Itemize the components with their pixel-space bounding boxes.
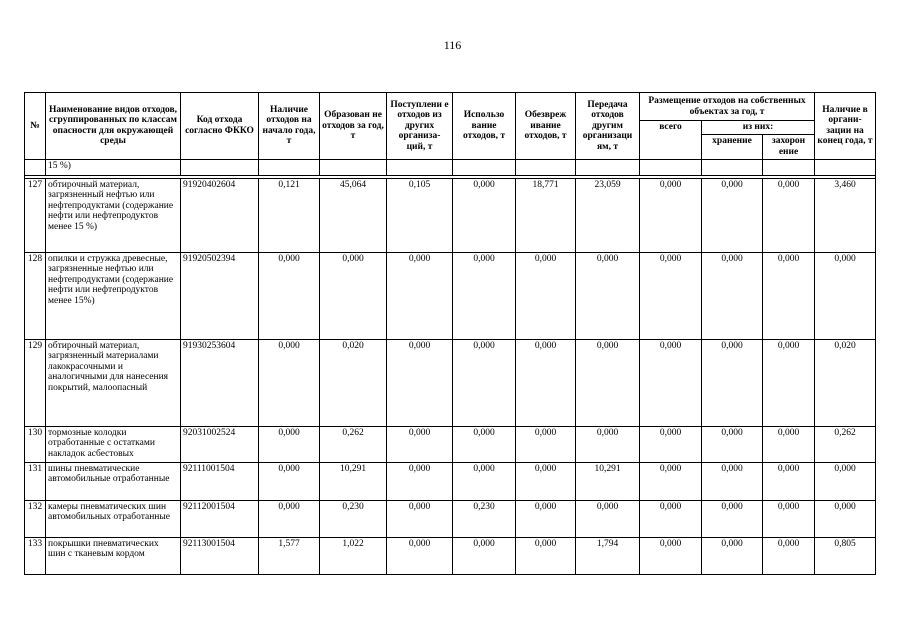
- cell-storage: 0,000: [702, 537, 763, 574]
- page-number: 116: [443, 38, 462, 52]
- header-transferred: Передача отходов другим организаци ям, т: [576, 93, 640, 160]
- cell-formed: 0,020: [320, 339, 387, 426]
- row-num: 132: [25, 500, 46, 537]
- cell-end: 3,460: [815, 178, 876, 252]
- header-code: Код отхода согласно ФККО: [181, 93, 259, 160]
- cell-storage: 0,000: [702, 426, 763, 462]
- cell-formed: 0,230: [320, 500, 387, 537]
- cell-storage: 0,000: [702, 178, 763, 252]
- header-end: Наличие в органи- зации на конец года, т: [815, 93, 876, 160]
- cell-formed: 45,064: [320, 178, 387, 252]
- row-code: 91920402604: [181, 178, 259, 252]
- row-num: 128: [25, 252, 46, 339]
- table-row: [25, 178, 876, 252]
- header-num: №: [25, 93, 46, 160]
- cell-start: 0,000: [259, 252, 320, 339]
- row-name: обтирочный материал, загрязненный материалами лакокрасочными и аналогичными для нанесения покрытий, малоопасный: [46, 339, 181, 426]
- cell-neutralized: 18,771: [516, 178, 576, 252]
- waste-table: [24, 92, 876, 575]
- cell-used: 0,000: [453, 537, 516, 574]
- cell-storage: 0,000: [702, 500, 763, 537]
- header-used: Использо вание отходов, т: [453, 93, 516, 160]
- cell-used: 0,000: [453, 178, 516, 252]
- cell-start: 0,121: [259, 178, 320, 252]
- header-formed: Образован не отходов за год, т: [320, 93, 387, 160]
- cell-neutralized: 0,000: [516, 339, 576, 426]
- cell-total: 0,000: [640, 252, 702, 339]
- header-name: Наименование видов отходов, сгруппированных по классам опасности для окружающей среды: [46, 93, 181, 160]
- cell-end: 0,805: [815, 537, 876, 574]
- row-name: опилки и стружка древесные, загрязненные нефтью или нефтепродуктами (содержание нефти или нефтепродуктов менее 15%): [46, 252, 181, 339]
- cell-received: 0,000: [387, 252, 453, 339]
- cell-transferred: 23,059: [576, 178, 640, 252]
- row-name: камеры пневматических шин автомобильных отработанные: [46, 500, 181, 537]
- table-row: [25, 537, 876, 574]
- cell-total: 0,000: [640, 500, 702, 537]
- cell-end: 0,020: [815, 339, 876, 426]
- cell-neutralized: 0,000: [516, 252, 576, 339]
- row-name: покрышки пневматических шин с тканевым кордом: [46, 537, 181, 574]
- header-burial: захорон ение: [763, 134, 815, 159]
- header-total: всего: [640, 121, 702, 160]
- cell-transferred: 0,000: [576, 252, 640, 339]
- header-received: Поступлени е отходов из других организа- ций, т: [387, 93, 453, 160]
- table-row: [25, 339, 876, 426]
- cell-total: 0,000: [640, 462, 702, 500]
- cell-burial: 0,000: [763, 339, 815, 426]
- cell-received: 0,105: [387, 178, 453, 252]
- cell-start: 1,577: [259, 537, 320, 574]
- cell-used: 0,230: [453, 500, 516, 537]
- table-row: [25, 252, 876, 339]
- row-code: 92031002524: [181, 426, 259, 462]
- row-num: 131: [25, 462, 46, 500]
- table-row: [25, 426, 876, 462]
- cell-end: 0,000: [815, 500, 876, 537]
- row-code: 91920502394: [181, 252, 259, 339]
- cell-transferred: 1,794: [576, 537, 640, 574]
- cell-received: 0,000: [387, 462, 453, 500]
- row-name: обтирочный материал, загрязненный нефтью или нефтепродуктами (содержание нефти или нефтепродуктов менее 15 %): [46, 178, 181, 252]
- table-row-continuation: [25, 159, 876, 175]
- cell-end: 0,262: [815, 426, 876, 462]
- cell-storage: 0,000: [702, 252, 763, 339]
- cell-end: 0,000: [815, 462, 876, 500]
- cell-received: 0,000: [387, 537, 453, 574]
- cell-start: 0,000: [259, 462, 320, 500]
- cell-neutralized: 0,000: [516, 462, 576, 500]
- cell-total: 0,000: [640, 426, 702, 462]
- row-num: 133: [25, 537, 46, 574]
- cell-storage: 0,000: [702, 462, 763, 500]
- cell-burial: 0,000: [763, 426, 815, 462]
- continuation-text: 15 %): [46, 159, 181, 175]
- cell-start: 0,000: [259, 339, 320, 426]
- row-code: 92112001504: [181, 500, 259, 537]
- cell-neutralized: 0,000: [516, 500, 576, 537]
- cell-start: 0,000: [259, 500, 320, 537]
- cell-neutralized: 0,000: [516, 537, 576, 574]
- row-name: тормозные колодки отработанные с остатками накладок асбестовых: [46, 426, 181, 462]
- cell-neutralized: 0,000: [516, 426, 576, 462]
- row-num: 129: [25, 339, 46, 426]
- cell-total: 0,000: [640, 339, 702, 426]
- row-num: 130: [25, 426, 46, 462]
- cell-received: 0,000: [387, 339, 453, 426]
- cell-formed: 0,000: [320, 252, 387, 339]
- cell-formed: 1,022: [320, 537, 387, 574]
- cell-burial: 0,000: [763, 462, 815, 500]
- cell-used: 0,000: [453, 462, 516, 500]
- cell-received: 0,000: [387, 426, 453, 462]
- cell-burial: 0,000: [763, 252, 815, 339]
- header-placement: Размещение отходов на собственных объектах за год, т: [640, 93, 815, 121]
- row-code: 91930253604: [181, 339, 259, 426]
- row-code: 92113001504: [181, 537, 259, 574]
- cell-used: 0,000: [453, 339, 516, 426]
- row-num: 127: [25, 178, 46, 252]
- cell-used: 0,000: [453, 426, 516, 462]
- cell-start: 0,000: [259, 426, 320, 462]
- cell-storage: 0,000: [702, 339, 763, 426]
- cell-formed: 10,291: [320, 462, 387, 500]
- table-row: [25, 500, 876, 537]
- cell-burial: 0,000: [763, 500, 815, 537]
- header-start: Наличие отходов на начало года, т: [259, 93, 320, 160]
- cell-total: 0,000: [640, 178, 702, 252]
- cell-transferred: 0,000: [576, 339, 640, 426]
- header-of-them: из них:: [702, 121, 815, 135]
- row-name: шины пневматические автомобильные отработанные: [46, 462, 181, 500]
- table-row: [25, 462, 876, 500]
- cell-total: 0,000: [640, 537, 702, 574]
- row-code: 92111001504: [181, 462, 259, 500]
- cell-end: 0,000: [815, 252, 876, 339]
- cell-used: 0,000: [453, 252, 516, 339]
- cell-burial: 0,000: [763, 178, 815, 252]
- cell-transferred: 0,000: [576, 500, 640, 537]
- cell-transferred: 10,291: [576, 462, 640, 500]
- cell-burial: 0,000: [763, 537, 815, 574]
- header-neutralized: Обезвреж ивание отходов, т: [516, 93, 576, 160]
- header-storage: хранение: [702, 134, 763, 159]
- cell-received: 0,000: [387, 500, 453, 537]
- cell-transferred: 0,000: [576, 426, 640, 462]
- cell-formed: 0,262: [320, 426, 387, 462]
